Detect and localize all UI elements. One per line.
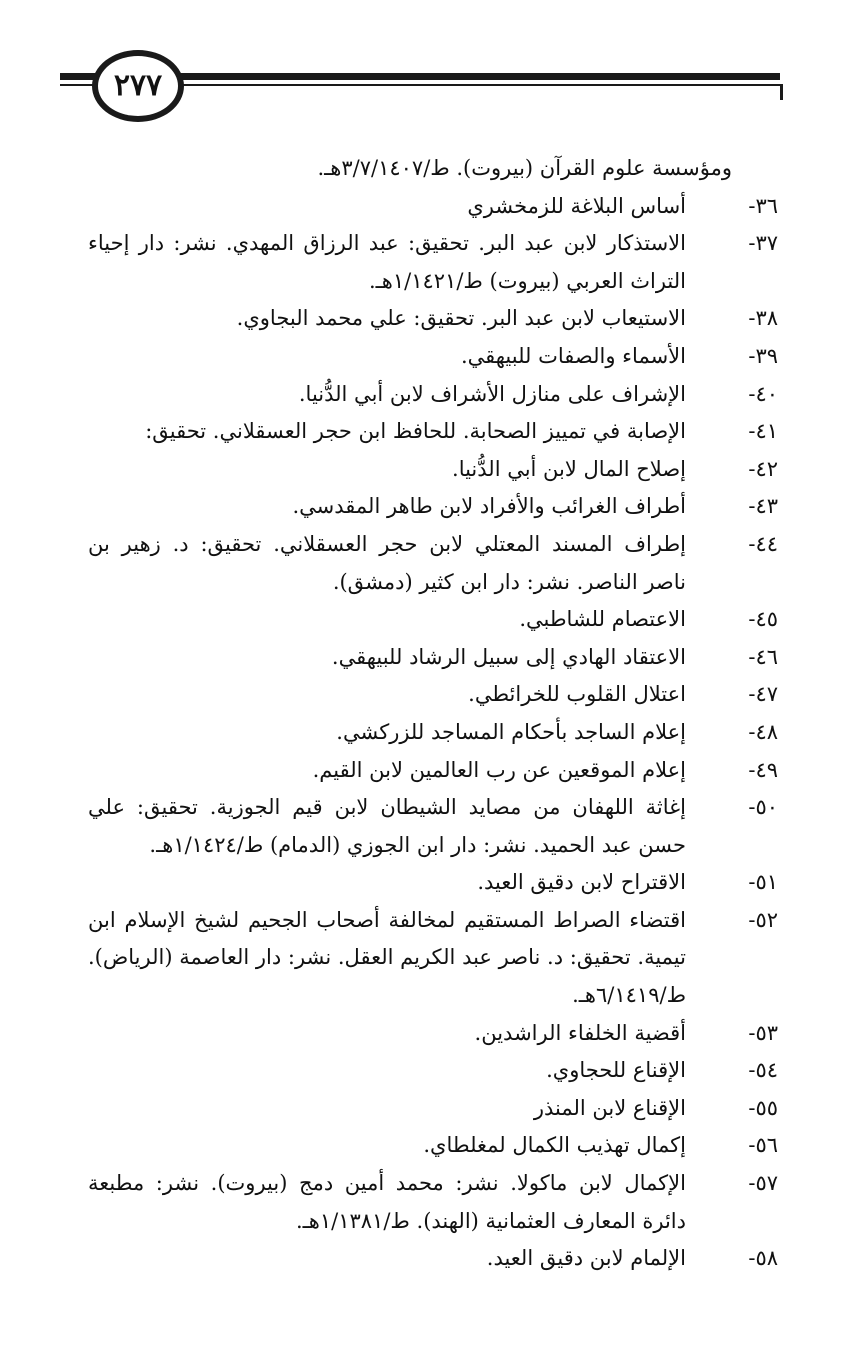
bibliography-entry xyxy=(88,639,778,677)
entry-text: الإكمال لابن ماكولا. نشر: محمد أمين دمج (بيروت). نشر: مطبعة دائرة المعارف العثمانية (الهند). ط/١/١٣٨١هـ. xyxy=(88,1171,686,1233)
bibliography-entry xyxy=(88,714,778,752)
bibliography-entry xyxy=(88,1165,778,1240)
entry-text: اعتلال القلوب للخرائطي. xyxy=(468,682,686,707)
bibliography-entry xyxy=(88,300,778,338)
bibliography-entry xyxy=(88,188,778,226)
bibliography-entry xyxy=(88,413,778,451)
entry-number: ٥٣- xyxy=(748,1020,778,1045)
bibliography-entry xyxy=(88,1240,778,1278)
bibliography-entry xyxy=(88,789,778,864)
bibliography-entry xyxy=(88,338,778,376)
entry-text: إغاثة اللهفان من مصايد الشيطان لابن قيم الجوزية. تحقيق: علي حسن عبد الحميد. نشر: دار ابن الجوزي (الدمام) ط/١/١٤٢٤هـ. xyxy=(88,795,686,857)
bibliography-entry xyxy=(88,1015,778,1053)
entry-text: الاقتراح لابن دقيق العيد. xyxy=(477,870,686,895)
entry-number: ٥٤- xyxy=(748,1058,778,1083)
entry-text: أقضية الخلفاء الراشدين. xyxy=(474,1020,686,1045)
entry-number: ٣٦- xyxy=(748,193,778,218)
bibliography-entry xyxy=(88,1127,778,1165)
page-number-oval xyxy=(92,50,184,122)
entry-number: ٤٣- xyxy=(748,494,778,519)
entry-number: ٤٩- xyxy=(748,757,778,782)
bibliography-entry xyxy=(88,752,778,790)
bibliography-list xyxy=(88,150,778,1278)
entry-number: ٤٤- xyxy=(748,531,778,556)
bibliography-entry xyxy=(88,526,778,601)
entry-text: الإقناع للحجاوي. xyxy=(546,1058,686,1083)
entry-number: ٥٢- xyxy=(748,907,778,932)
bibliography-entry xyxy=(88,451,778,489)
entry-number: ٣٨- xyxy=(748,306,778,331)
entry-text: الاعتصام للشاطبي. xyxy=(519,607,686,632)
entry-text: إكمال تهذيب الكمال لمغلطاي. xyxy=(423,1133,686,1158)
entry-text: الإشراف على منازل الأشراف لابن أبي الدُّنيا. xyxy=(298,381,686,406)
entry-number: ٥٠- xyxy=(748,795,778,820)
entry-number: ٥٧- xyxy=(748,1171,778,1196)
header-rule-end xyxy=(770,84,783,100)
bibliography-entry xyxy=(88,488,778,526)
entry-text: إصلاح المال لابن أبي الدُّنيا. xyxy=(452,456,686,481)
entry-text: الاعتقاد الهادي إلى سبيل الرشاد للبيهقي. xyxy=(331,644,686,669)
entry-text: الأسماء والصفات للبيهقي. xyxy=(460,343,686,368)
page-number: ٢٧٧ xyxy=(113,68,163,103)
entry-text: الاستذكار لابن عبد البر. تحقيق: عبد الرزاق المهدي. نشر: دار إحياء التراث العربي (بيروت) ط/١/١٤٢١هـ. xyxy=(88,231,686,293)
entry-text: إعلام الساجد بأحكام المساجد للزركشي. xyxy=(336,719,686,744)
entry-number: ٥٥- xyxy=(748,1095,778,1120)
entry-text: اقتضاء الصراط المستقيم لمخالفة أصحاب الجحيم لشيخ الإسلام ابن تيمية. تحقيق: د. ناصر عبد الكريم العقل. نشر: دار العاصمة (الرياض). ط/٦/١٤١٩هـ. xyxy=(88,907,686,1008)
entry-number: ٤٧- xyxy=(748,682,778,707)
entry-number: ٣٩- xyxy=(748,343,778,368)
bibliography-entry xyxy=(88,1090,778,1128)
entry-number: ٤١- xyxy=(748,419,778,444)
entry-number: ٣٧- xyxy=(748,231,778,256)
bibliography-entry xyxy=(88,225,778,300)
bibliography-entry xyxy=(88,601,778,639)
entry-text: ومؤسسة علوم القرآن (بيروت). ط/٣/٧/١٤٠٧هـ. xyxy=(317,156,732,180)
entry-text: أطراف الغرائب والأفراد لابن طاهر المقدسي. xyxy=(292,494,686,519)
bibliography-entry xyxy=(88,676,778,714)
bibliography-entry xyxy=(88,376,778,414)
entry-text: الاستيعاب لابن عبد البر. تحقيق: علي محمد البجاوي. xyxy=(236,306,686,331)
bibliography-entry xyxy=(88,864,778,902)
entry-number: ٤٥- xyxy=(748,607,778,632)
entry-text: إعلام الموقعين عن رب العالمين لابن القيم. xyxy=(312,757,686,782)
entry-number: ٤٢- xyxy=(748,456,778,481)
entry-text: الإقناع لابن المنذر xyxy=(533,1095,686,1120)
entry-number: ٤٦- xyxy=(748,644,778,669)
entry-number: ٥٦- xyxy=(748,1133,778,1158)
bibliography-entry xyxy=(88,1052,778,1090)
entry-number: ٥٨- xyxy=(748,1246,778,1271)
entry-number: ٥١- xyxy=(748,870,778,895)
entry-text: أساس البلاغة للزمخشري xyxy=(467,193,686,218)
entry-text: الإصابة في تمييز الصحابة. للحافظ ابن حجر العسقلاني. تحقيق: xyxy=(145,419,686,444)
bibliography-entry xyxy=(88,150,778,188)
entry-text: الإلمام لابن دقيق العيد. xyxy=(486,1246,686,1271)
entry-number: ٤٨- xyxy=(748,719,778,744)
entry-text: إطراف المسند المعتلي لابن حجر العسقلاني. تحقيق: د. زهير بن ناصر الناصر. نشر: دار ابن كثير (دمشق). xyxy=(88,531,686,594)
entry-number: ٤٠- xyxy=(748,381,778,406)
bibliography-entry xyxy=(88,902,778,1015)
